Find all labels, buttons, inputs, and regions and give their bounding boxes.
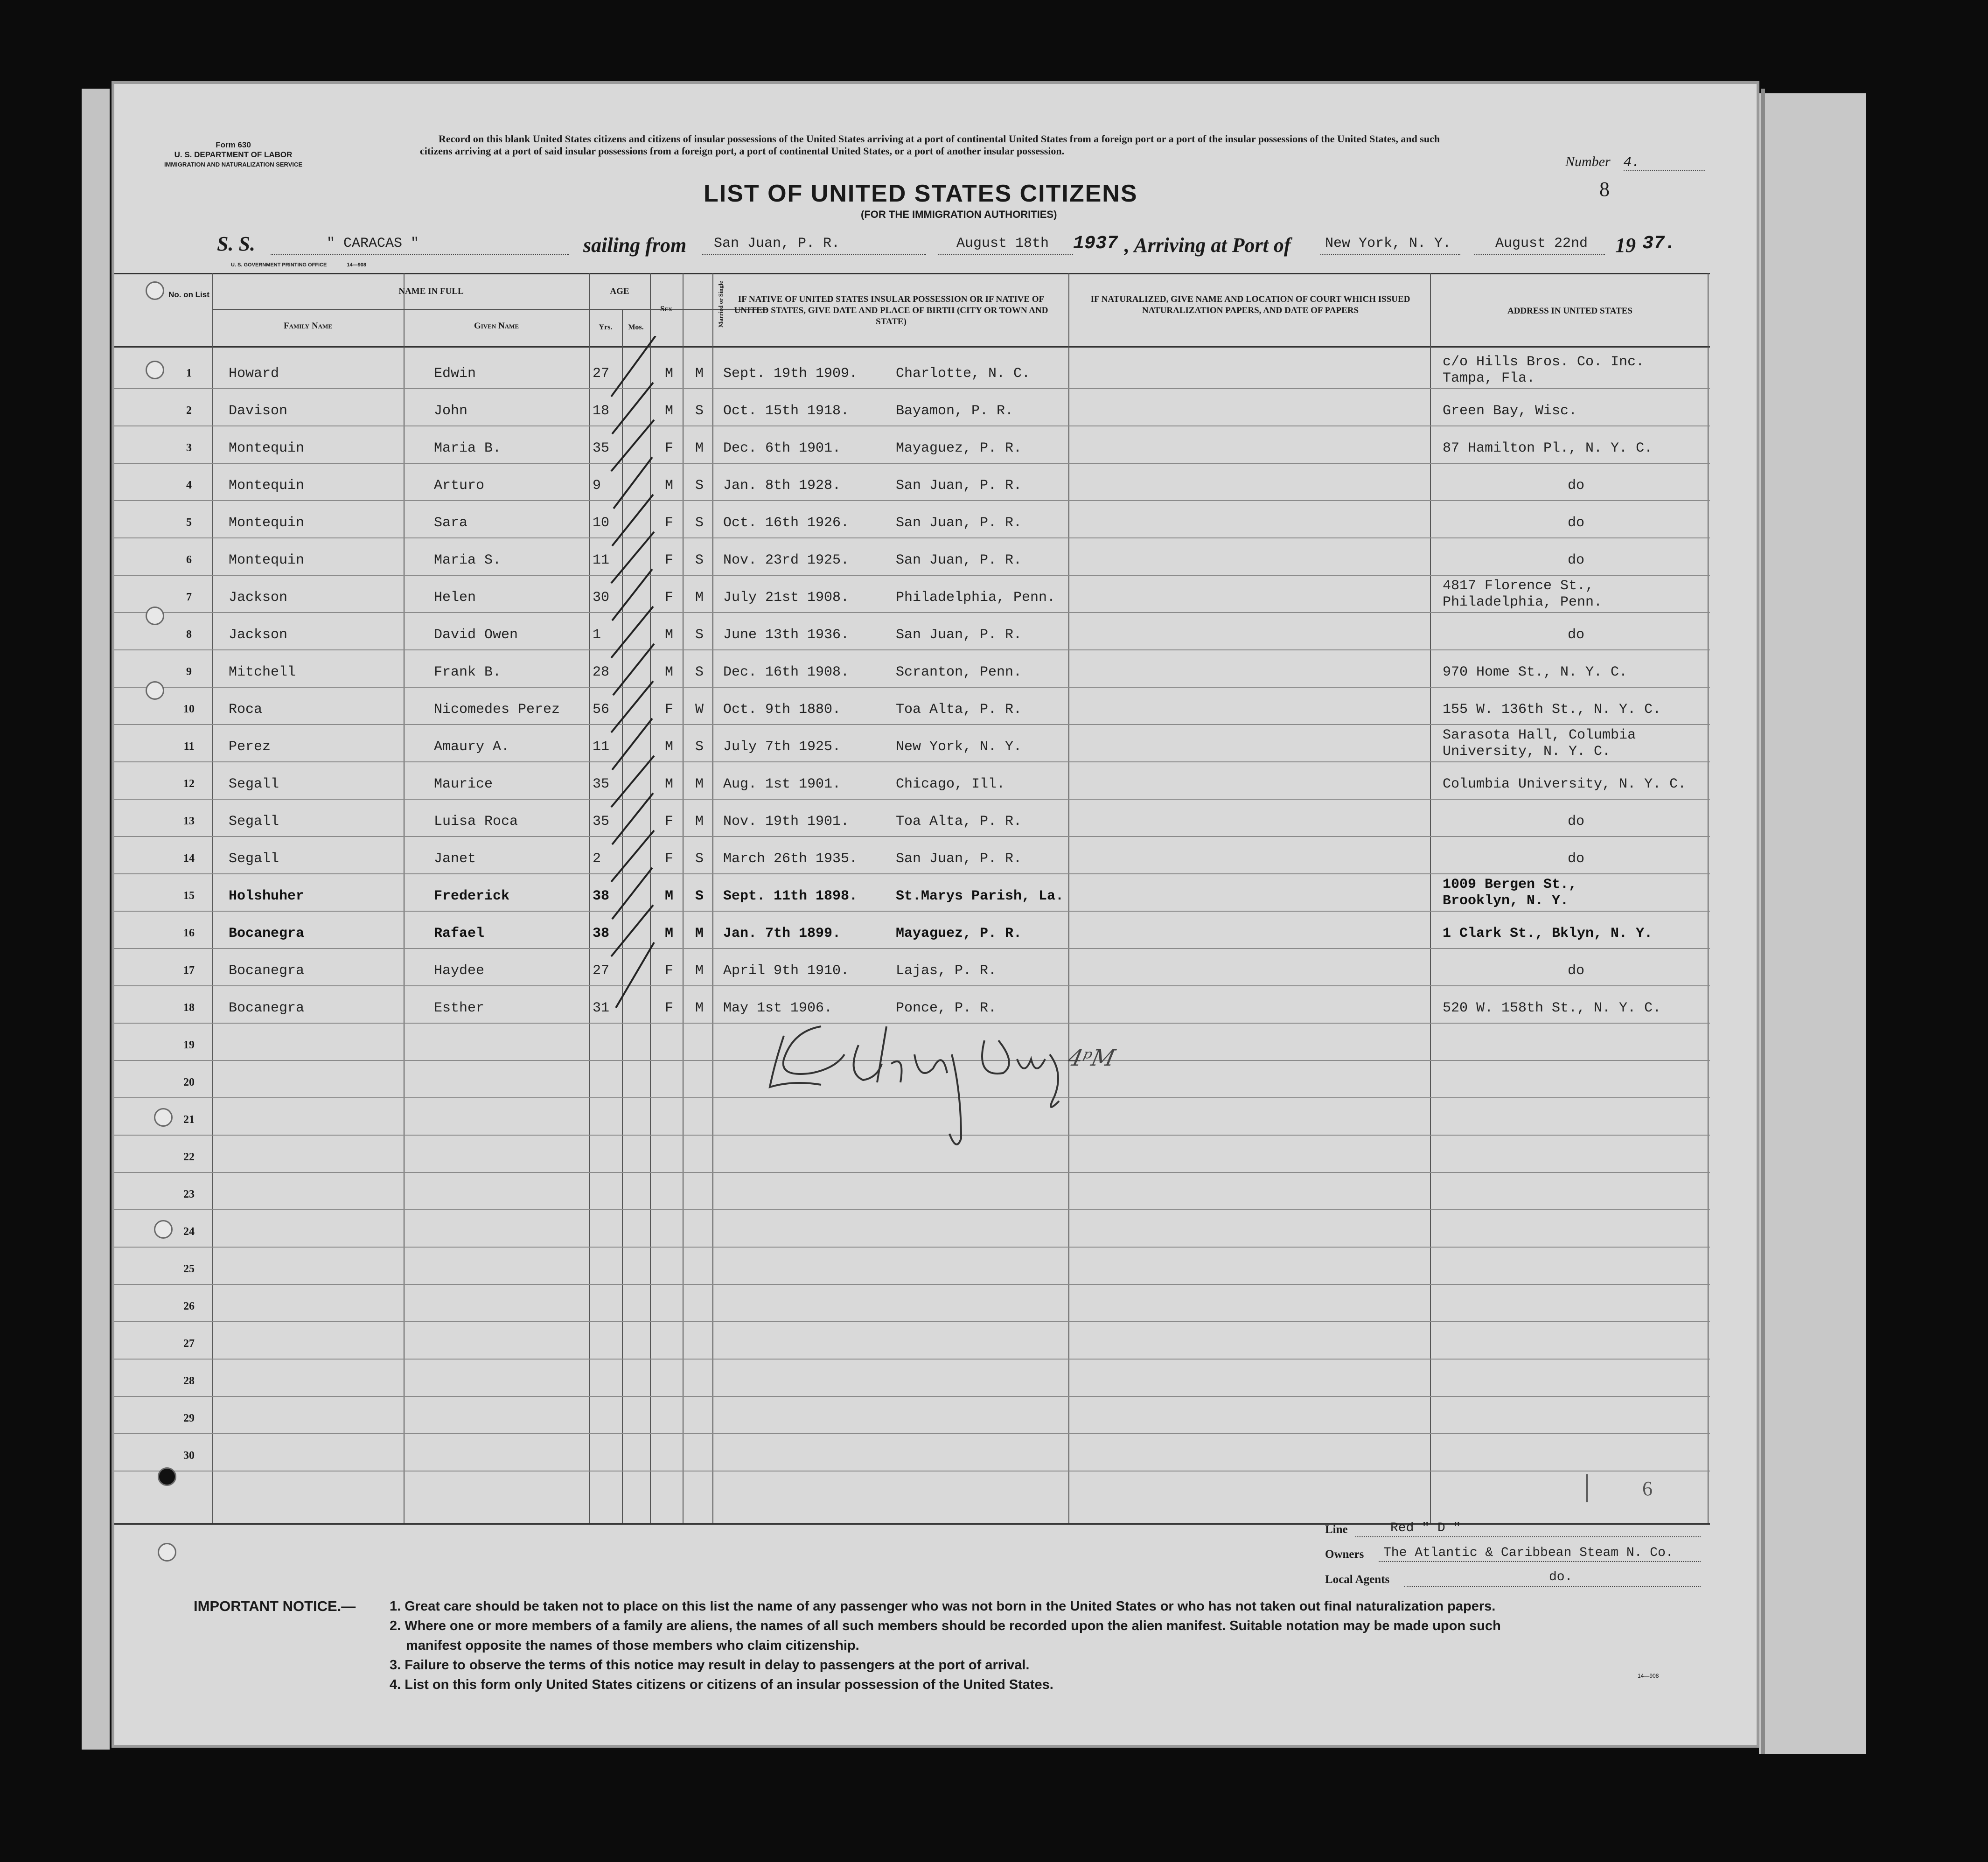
binder-hole (146, 607, 164, 625)
cell-address: Sarasota Hall, Columbia (1443, 727, 1636, 743)
row-number: 5 (186, 516, 192, 529)
cell-address-line2: Tampa, Fla. (1443, 370, 1535, 386)
cell-given: Arturo (434, 478, 485, 494)
notice-item-4: 4. List on this form only United States citizens or citizens of an insular possession of the United States. (390, 1677, 1053, 1692)
row-number: 27 (183, 1338, 195, 1350)
cell-given: Helen (434, 590, 476, 606)
cell-family: Jackson (229, 590, 288, 606)
line-underline (1355, 1536, 1701, 1537)
row-number: 2 (186, 404, 192, 417)
cell-birth-place: Chicago, Ill. (896, 776, 1005, 792)
ship-name: " CARACAS " (327, 236, 419, 251)
cell-address: Green Bay, Wisc. (1443, 403, 1577, 419)
cell-address: do (1568, 627, 1585, 643)
cell-yrs: 11 (593, 552, 610, 568)
service-name: IMMIGRATION AND NATURALIZATION SERVICE (164, 161, 303, 168)
cell-sex: M (665, 888, 674, 904)
row-number: 3 (186, 442, 192, 454)
cell-birth-place: Mayaguez, P. R. (896, 926, 1022, 941)
cell-birth-date: July 21st 1908. (723, 590, 850, 606)
cell-sex: F (665, 851, 674, 867)
cell-given: Luisa Roca (434, 814, 518, 830)
cell-address: 1 Clark St., Bklyn, N. Y. (1443, 926, 1653, 941)
cell-yrs: 1 (593, 627, 601, 643)
cell-given: John (434, 403, 468, 419)
row-number: 8 (186, 628, 192, 641)
header-name-in-full: NAME IN FULL (398, 286, 464, 296)
row-number: 19 (183, 1039, 195, 1051)
cell-yrs: 30 (593, 590, 610, 606)
cell-ms: S (695, 552, 704, 568)
cell-ms: S (695, 478, 704, 494)
cell-birth-place: San Juan, P. R. (896, 515, 1022, 531)
notice-item-1: 1. Great care should be taken not to place on this list the name of any passenger who was not born in the United States or who has not taken out final naturalization papers. (390, 1599, 1496, 1614)
row-number: 14 (183, 852, 195, 865)
cell-sex: F (665, 515, 674, 531)
cell-address: 970 Home St., N. Y. C. (1443, 664, 1628, 680)
cell-yrs: 27 (593, 963, 610, 979)
cell-birth-date: Oct. 16th 1926. (723, 515, 850, 531)
cell-birth-date: Dec. 16th 1908. (723, 664, 850, 680)
cell-address: 520 W. 158th St., N. Y. C. (1443, 1000, 1661, 1016)
cell-yrs: 38 (593, 926, 610, 941)
header-given-name: Given Name (474, 321, 519, 331)
cell-yrs: 35 (593, 814, 610, 830)
cell-sex: M (665, 739, 674, 755)
cell-family: Holshuher (229, 888, 305, 904)
cell-birth-date: June 13th 1936. (723, 627, 850, 643)
cell-birth-date: Jan. 8th 1928. (723, 478, 841, 494)
cell-address: 87 Hamilton Pl., N. Y. C. (1443, 440, 1653, 456)
cell-family: Montequin (229, 478, 305, 494)
port-from: San Juan, P. R. (714, 236, 840, 251)
row-number: 23 (183, 1188, 195, 1200)
cell-family: Segall (229, 776, 279, 792)
cell-ms: S (695, 664, 704, 680)
binder-hole (158, 1543, 176, 1562)
cell-given: Haydee (434, 963, 485, 979)
page-title: LIST OF UNITED STATES CITIZENS (704, 180, 1138, 207)
cell-sex: F (665, 440, 674, 456)
cell-birth-place: Charlotte, N. C. (896, 366, 1031, 382)
row-number: 15 (183, 890, 195, 902)
cell-sex: F (665, 814, 674, 830)
cell-birth-date: Nov. 19th 1901. (723, 814, 850, 830)
binder-hole (154, 1108, 173, 1127)
cell-birth-date: April 9th 1910. (723, 963, 850, 979)
header-no: No. on List (168, 290, 209, 299)
cell-birth-date: Aug. 1st 1901. (723, 776, 841, 792)
cell-ms: M (695, 776, 704, 792)
binder-hole (146, 361, 164, 379)
cell-ms: S (695, 888, 704, 904)
cell-birth-date: May 1st 1906. (723, 1000, 833, 1016)
cell-ms: S (695, 851, 704, 867)
cell-address: do (1568, 851, 1585, 867)
cell-birth-date: March 26th 1935. (723, 851, 858, 867)
cell-address: do (1568, 478, 1585, 494)
row-number: 29 (183, 1412, 195, 1424)
cell-sex: M (665, 478, 674, 494)
cell-address-line2: Philadelphia, Penn. (1443, 594, 1603, 610)
arrive-year-suffix: 37. (1642, 233, 1676, 254)
cell-family: Segall (229, 814, 279, 830)
cell-sex: M (665, 403, 674, 419)
cell-sex: F (665, 963, 674, 979)
cell-birth-place: Lajas, P. R. (896, 963, 997, 979)
cell-yrs: 35 (593, 776, 610, 792)
cell-birth-place: Philadelphia, Penn. (896, 590, 1056, 606)
line-field (1325, 1523, 1348, 1536)
agents-value: do. (1549, 1570, 1573, 1584)
row-number: 6 (186, 554, 192, 566)
cell-sex: F (665, 1000, 674, 1016)
cell-given: Esther (434, 1000, 485, 1016)
number-label: Number (1565, 154, 1611, 169)
cell-address: do (1568, 963, 1585, 979)
cell-yrs: 56 (593, 702, 610, 718)
cell-birth-place: San Juan, P. R. (896, 552, 1022, 568)
line-label: Line (1325, 1523, 1348, 1536)
cell-address: do (1568, 515, 1585, 531)
cell-ms: M (695, 1000, 704, 1016)
cell-address-line2: University, N. Y. C. (1443, 744, 1611, 760)
cell-given: Sara (434, 515, 468, 531)
cell-sex: M (665, 926, 674, 941)
row-number: 13 (183, 815, 195, 827)
cell-birth-date: July 7th 1925. (723, 739, 841, 755)
header-family-name: Family Name (284, 321, 332, 331)
number-value: 4. (1623, 155, 1640, 171)
cell-sex: M (665, 776, 674, 792)
cell-birth-place: Toa Alta, P. R. (896, 702, 1022, 718)
cell-address: 155 W. 136th St., N. Y. C. (1443, 702, 1661, 718)
cell-birth-place: San Juan, P. R. (896, 627, 1022, 643)
cell-ms: M (695, 814, 704, 830)
cell-address-line2: Brooklyn, N. Y. (1443, 893, 1569, 909)
row-number: 24 (183, 1226, 195, 1238)
check-marks (602, 336, 667, 1012)
cell-birth-place: San Juan, P. R. (896, 851, 1022, 867)
row-number: 1 (186, 367, 192, 379)
agents-underline (1404, 1586, 1701, 1587)
cell-family: Jackson (229, 627, 288, 643)
intro-text: Record on this blank United States citizens and citizens of insular possessions of the United States arriving at a port of continental United States from a foreign port or a port of the insular possessions of the United States, and such citizens arriving at a port of said insular possessions from a foreign port, a port of continental United States, or a port of another insular possession. (420, 133, 1440, 157)
corner-mark: 6 (1642, 1477, 1653, 1500)
cell-family: Bocanegra (229, 926, 305, 941)
cell-yrs: 10 (593, 515, 610, 531)
cell-address: do (1568, 814, 1585, 830)
cell-family: Perez (229, 739, 271, 755)
header-sex: Sex (660, 304, 673, 313)
ss-label: S. S. (217, 232, 255, 255)
cell-birth-place: Bayamon, P. R. (896, 403, 1014, 419)
binder-hole (154, 1220, 173, 1239)
row-number: 12 (183, 778, 195, 790)
corner-tick (1586, 1474, 1588, 1502)
row-number: 21 (183, 1114, 195, 1126)
handwritten-signature (765, 998, 1166, 1152)
port-to: New York, N. Y. (1325, 236, 1451, 251)
printing-code: 14—908 (347, 262, 366, 268)
sail-year: 1937 (1073, 233, 1118, 254)
cell-birth-place: New York, N. Y. (896, 739, 1022, 755)
header-native: IF NATIVE OF UNITED STATES INSULAR POSSESSION OR IF NATIVE OF UNITED STATES, GIVE DATE AND PLACE OF BIRTH (CITY OR TOWN AND STATE) (734, 294, 1048, 327)
cell-sex: M (665, 627, 674, 643)
cell-ms: W (695, 702, 704, 718)
cell-birth-place: St.Marys Parish, La. (896, 888, 1064, 904)
cell-yrs: 35 (593, 440, 610, 456)
notice-item-2a: 2. Where one or more members of a family are aliens, the names of all such members should be recorded upon the alien manifest. Suitable notation may be made upon such (390, 1618, 1501, 1633)
row-number: 25 (183, 1263, 195, 1275)
row-number: 17 (183, 964, 195, 976)
row-number: 26 (183, 1300, 195, 1312)
cell-given: Nicomedes Perez (434, 702, 560, 718)
binder-hole (158, 1467, 176, 1486)
header-address: ADDRESS IN UNITED STATES (1507, 306, 1632, 316)
binder-hole (146, 281, 164, 300)
owners-value: The Atlantic & Caribbean Steam N. Co. (1383, 1546, 1674, 1560)
cell-birth-date: Nov. 23rd 1925. (723, 552, 850, 568)
row-number: 9 (186, 666, 192, 678)
row-number: 22 (183, 1151, 195, 1163)
cell-birth-date: Oct. 15th 1918. (723, 403, 850, 419)
cell-yrs: 11 (593, 739, 610, 755)
cell-family: Montequin (229, 552, 305, 568)
cell-yrs: 9 (593, 478, 601, 494)
notice-item-2b: manifest opposite the names of those members who claim citizenship. (406, 1638, 859, 1653)
owners-field (1325, 1548, 1364, 1561)
cell-family: Montequin (229, 440, 305, 456)
cell-sex: M (665, 664, 674, 680)
cell-address: do (1568, 552, 1585, 568)
cell-ms: M (695, 963, 704, 979)
owners-underline (1379, 1561, 1701, 1562)
department-name: U. S. DEPARTMENT OF LABOR (174, 150, 293, 159)
cell-family: Davison (229, 403, 288, 419)
cell-ms: M (695, 440, 704, 456)
cell-yrs: 18 (593, 403, 610, 419)
cell-given: Frederick (434, 888, 510, 904)
cell-ms: M (695, 366, 704, 382)
arriving-label: , Arriving at Port of (1124, 234, 1291, 257)
cell-given: Edwin (434, 366, 476, 382)
row-number: 18 (183, 1002, 195, 1014)
cell-ms: S (695, 739, 704, 755)
print-code: 14—908 (1638, 1673, 1659, 1679)
agents-label: Local Agents (1325, 1573, 1390, 1586)
line-value: Red " D " (1390, 1521, 1461, 1535)
cell-family: Montequin (229, 515, 305, 531)
row-number: 10 (183, 703, 195, 715)
row-number: 11 (183, 740, 195, 753)
cell-ms: S (695, 627, 704, 643)
cell-family: Howard (229, 366, 279, 382)
cell-birth-date: Oct. 9th 1880. (723, 702, 841, 718)
header-yrs: Yrs. (599, 323, 613, 331)
cell-birth-place: Ponce, P. R. (896, 1000, 997, 1016)
cell-given: Amaury A. (434, 739, 510, 755)
row-number: 20 (183, 1076, 195, 1088)
header-age: AGE (610, 286, 629, 296)
cell-yrs: 2 (593, 851, 601, 867)
sheet-number: 8 (1599, 178, 1610, 201)
cell-given: Rafael (434, 926, 485, 941)
sail-date: August 18th (956, 236, 1049, 251)
cell-given: Maria S. (434, 552, 502, 568)
row-number: 4 (186, 479, 192, 491)
cell-ms: S (695, 403, 704, 419)
cell-sex: F (665, 590, 674, 606)
arrive-year-prefix: 19 (1615, 234, 1636, 257)
header-married: Married or Single (717, 281, 724, 328)
cell-birth-date: Jan. 7th 1899. (723, 926, 841, 941)
cell-given: Maria B. (434, 440, 502, 456)
cell-family: Mitchell (229, 664, 296, 680)
header-mos: Mos. (628, 323, 644, 331)
notice-heading: IMPORTANT NOTICE.— (194, 1598, 356, 1614)
cell-birth-place: Mayaguez, P. R. (896, 440, 1022, 456)
cell-ms: S (695, 515, 704, 531)
header-naturalized: IF NATURALIZED, GIVE NAME AND LOCATION OF COURT WHICH ISSUED NATURALIZATION PAPERS, AND DATE OF PAPERS (1090, 294, 1410, 315)
cell-yrs: 31 (593, 1000, 610, 1016)
cell-family: Bocanegra (229, 1000, 305, 1016)
cell-birth-date: Dec. 6th 1901. (723, 440, 841, 456)
form-number: Form 630 (216, 140, 251, 149)
cell-birth-date: Sept. 19th 1909. (723, 366, 858, 382)
cell-yrs: 28 (593, 664, 610, 680)
cell-sex: F (665, 702, 674, 718)
row-number: 7 (186, 591, 192, 603)
cell-given: Frank B. (434, 664, 502, 680)
cell-given: Janet (434, 851, 476, 867)
agents-field (1325, 1573, 1389, 1586)
cell-birth-place: San Juan, P. R. (896, 478, 1022, 494)
cell-address: 1009 Bergen St., (1443, 877, 1577, 893)
cell-address: 4817 Florence St., (1443, 578, 1594, 594)
arrive-date: August 22nd (1495, 236, 1588, 251)
sailing-label: sailing from (583, 234, 687, 257)
cell-given: Maurice (434, 776, 493, 792)
cell-given: David Owen (434, 627, 518, 643)
row-number: 30 (183, 1450, 195, 1462)
page-subtitle: (FOR THE IMMIGRATION AUTHORITIES) (861, 209, 1057, 220)
cell-ms: M (695, 590, 704, 606)
cell-family: Segall (229, 851, 279, 867)
signature-time-note: 4ᵖM (1066, 1045, 1117, 1071)
row-number: 28 (183, 1375, 195, 1387)
cell-ms: M (695, 926, 704, 941)
cell-family: Roca (229, 702, 263, 718)
cell-birth-date: Sept. 11th 1898. (723, 888, 858, 904)
printing-office: U. S. GOVERNMENT PRINTING OFFICE (231, 262, 327, 268)
owners-label: Owners (1325, 1548, 1364, 1561)
cell-family: Bocanegra (229, 963, 305, 979)
cell-birth-place: Scranton, Penn. (896, 664, 1022, 680)
cell-address: Columbia University, N. Y. C. (1443, 776, 1687, 792)
cell-sex: F (665, 552, 674, 568)
cell-yrs: 27 (593, 366, 610, 382)
cell-yrs: 38 (593, 888, 610, 904)
cell-address: c/o Hills Bros. Co. Inc. (1443, 354, 1645, 370)
binder-hole (146, 681, 164, 700)
cell-birth-place: Toa Alta, P. R. (896, 814, 1022, 830)
cell-sex: M (665, 366, 674, 382)
row-number: 16 (183, 927, 195, 939)
notice-item-3: 3. Failure to observe the terms of this notice may result in delay to passengers at the port of arrival. (390, 1658, 1030, 1673)
